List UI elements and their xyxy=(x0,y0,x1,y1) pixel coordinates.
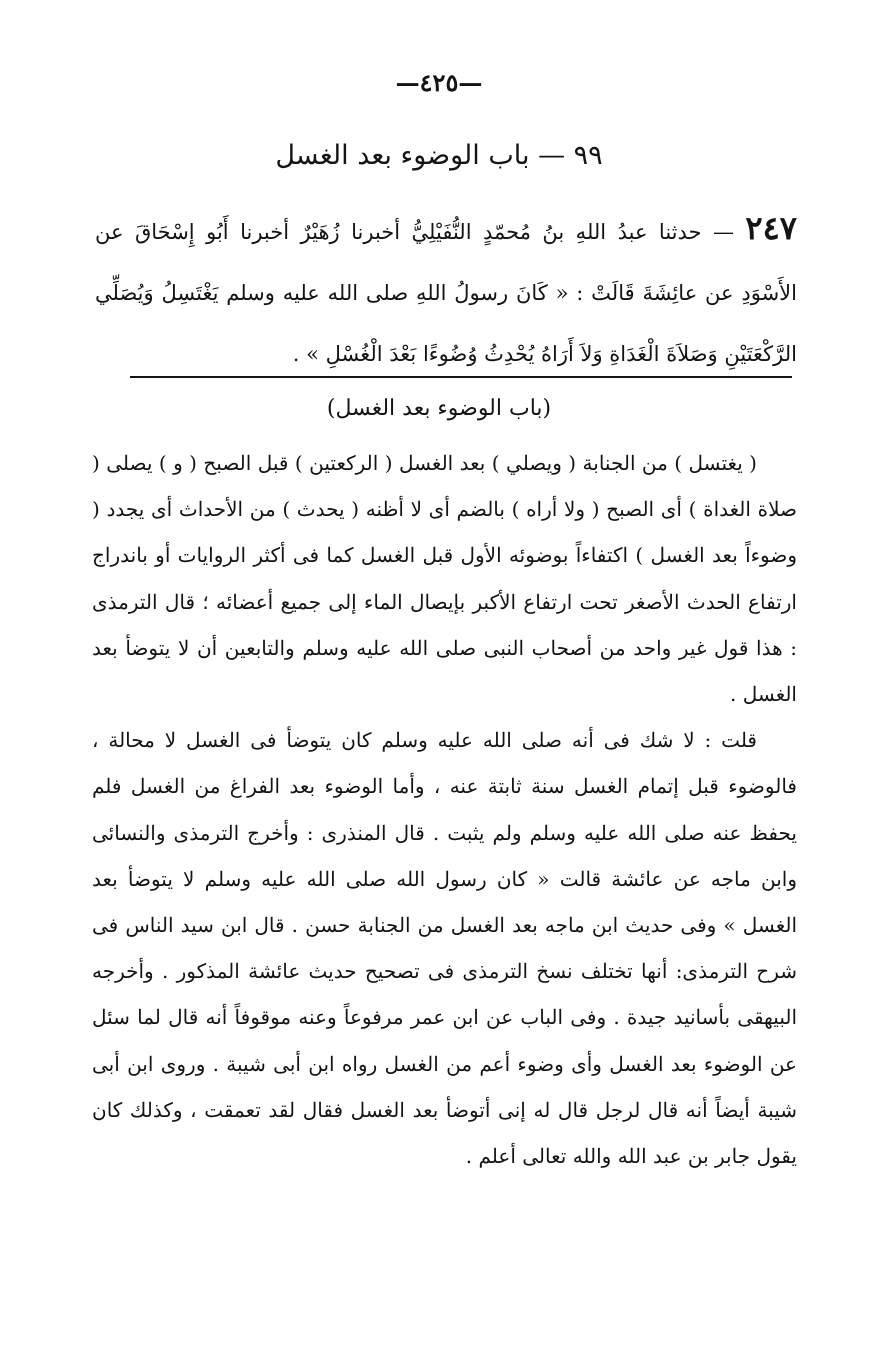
hadith-dash: — xyxy=(701,220,746,244)
page-number: —٤٢٥— xyxy=(395,68,483,97)
commentary-paragraph-1: ( يغتسل ) من الجنابة ( ويصلي ) بعد الغسل ( الركعتين ) قبل الصبح ( و ) يصلى ( صلاة الغداة ) أى الصبح ( ولا أراه ) بالضم أى لا أظنه ( يحدث ) من الأحداث أى يجدد ( وضوءاً بعد الغسل ) اكتفاءاً بوضوئه الأول قبل الغسل كما فى أكثر الروايات أو باندراج ارتفاع الحدث الأصغر تحت ارتفاع الأكبر بإيصال الماء إلى جميع أعضائه ؛ قال الترمذى : هذا قول غير واحد من أصحاب النبى صلى الله عليه وسلم والتابعين أن لا يتوضأ بعد الغسل . xyxy=(92,451,798,707)
commentary-heading: (باب الوضوء بعد الغسل) xyxy=(326,396,552,421)
chapter-heading: ٩٩ — باب الوضوء بعد الغسل xyxy=(275,140,603,171)
section-divider xyxy=(130,376,792,378)
hadith-text: حدثنا عبدُ اللهِ بنُ مُحمّدٍ النُّفَيْلِيُّ أخبرنا زُهَيْرٌ أخبرنا أَبُو إِسْحَاقَ عن الأَسْوَدِ عن عائِشَةَ قَالَتْ : « كَانَ رسولُ اللهِ صلى الله عليه وسلم يَغْتَسِلُ وَيُصَلِّي الرَّكْعَتَيْنِ وَصَلاَةَ الْغَدَاةِ وَلاَ أَرَاهُ يُحْدِثُ وُضُوءًا بَعْدَ الْغُسْلِ » . xyxy=(95,220,797,366)
hadith-number: ٢٤٧ xyxy=(745,209,797,247)
commentary-paragraph-2: قلت : لا شك فى أنه صلى الله عليه وسلم كان يتوضأ فى الغسل لا محالة ، فالوضوء قبل إتمام الغسل سنة ثابتة عنه ، وأما الوضوء بعد الفراغ من الغسل فلم يحفظ عنه صلى الله عليه وسلم ولم يثبت . قال المنذرى : وأخرج الترمذى والنسائى وابن ماجه عن عائشة قالت « كان رسول الله صلى الله عليه وسلم لا يتوضأ بعد الغسل » وفى حديث ابن ماجه بعد الغسل من الجنابة حسن . قال ابن سيد الناس فى شرح الترمذى: أنها تختلف نسخ الترمذى فى تصحيح حديث عائشة المذكور . وأخرجه البيهقى بأسانيد جيدة . وفى الباب عن ابن عمر مرفوعاً وعنه موقوفاً أنه قال لما سئل عن الوضوء بعد الغسل وأى وضوء أعم من الغسل رواه ابن أبى شيبة . وروى ابن أبى شيبة أيضاً أنه قال لرجل قال له إنى أتوضأ بعد الغسل فقال لقد تعمقت ، وكذلك كان يقول جابر بن عبد الله والله تعالى أعلم . xyxy=(92,728,797,1169)
commentary-body xyxy=(92,440,797,1179)
hadith-block xyxy=(95,198,797,385)
